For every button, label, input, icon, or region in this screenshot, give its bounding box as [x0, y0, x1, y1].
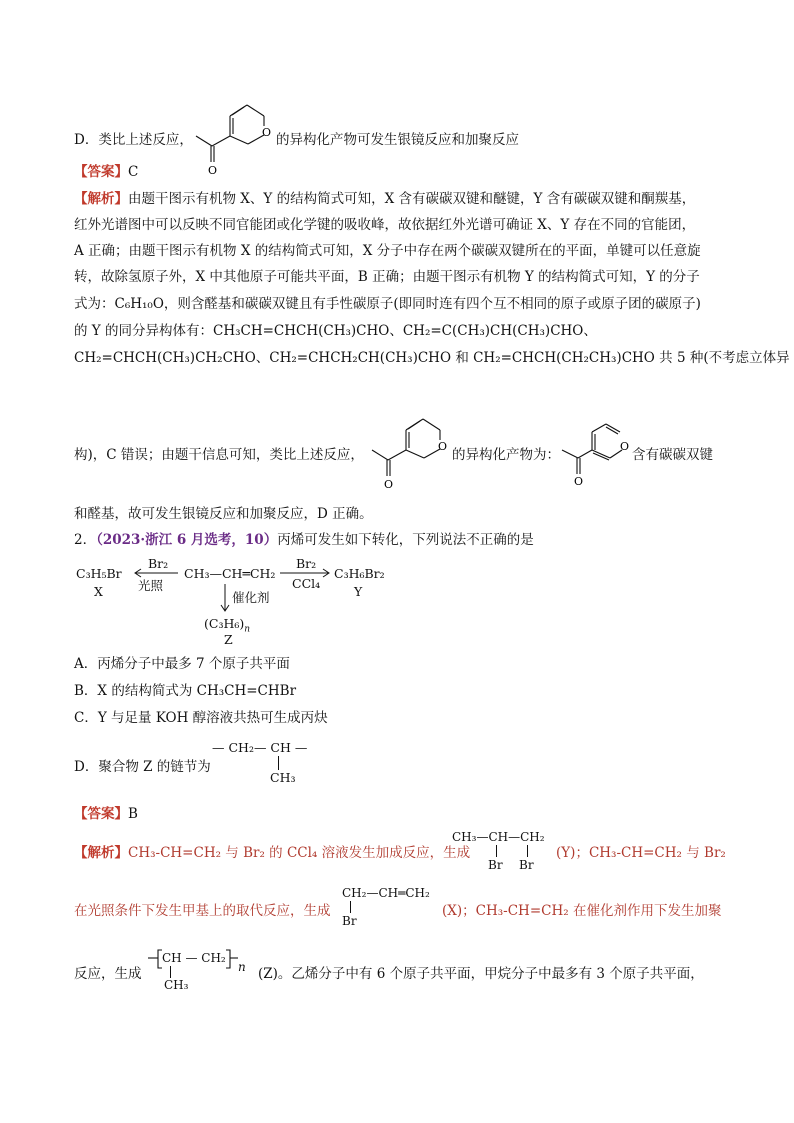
scheme-left-reagent-bottom: 光照 — [138, 578, 164, 593]
q2-analysis-line-1a: 【解析】CH₃-CH=CH₂ 与 Br₂ 的 CCl₄ 溶液发生加成反应，生成 — [74, 845, 471, 861]
scheme-left-product: C₃H₅Br — [76, 566, 122, 581]
q2-source: （2023·浙江 6 月选考，10） — [96, 532, 278, 548]
y-structure: CH₃—CH—CH₂ Br Br — [452, 830, 545, 872]
q2-analysis-line-2a: 在光照条件下发生甲基上的取代反应，生成 — [74, 903, 331, 919]
q1-analysis-line-4: 转，故除氢原子外，X 中其他原子可能共平面，B 正确；由题干图示有机物 Y 的结构简式可知，Y 的分子 — [74, 269, 700, 285]
q2-option-b: B．X 的结构简式为 CH₃CH=CHBr — [74, 683, 297, 699]
scheme-down-product: $(C_3H_6)_n$ — [204, 616, 251, 635]
q2-analysis-line-3b: (Z)。乙烯分子中有 6 个原子共平面，甲烷分子中最多有 3 个原子共平面， — [258, 966, 704, 982]
q1-analysis-line-6: 的 Y 的同分异构体有：CH₃CH=CHCH(CH₃)CHO、CH₂=C(CH₃)CH(CH₃)CHO、 — [74, 323, 597, 339]
x-structure: CH₂—CH═CH₂ Br — [342, 886, 430, 928]
q2-analysis-line-1b: (Y)；CH₃-CH=CH₂ 与 Br₂ — [556, 845, 726, 861]
q1-analysis-line-1: 【解析】由题干图示有机物 X、Y 的结构简式可知，X 含有碳碳双键和醚键，Y 含有碳碳双键和酮羰基， — [74, 191, 696, 207]
q2-stem-text: 丙烯可发生如下转化，下列说法不正确的是 — [277, 532, 534, 548]
scheme-left-reagent-top: Br₂ — [148, 556, 169, 571]
q1-answer — [74, 163, 138, 181]
scheme-down-reagent: 催化剂 — [232, 590, 270, 605]
q2-answer-tag: 【答案】 — [74, 806, 128, 822]
q1-analysis-line-3: A 正确；由题干图示有机物 X 的结构简式可知，X 分子中存在两个碳碳双键所在的平面，单键可以任意旋 — [74, 243, 701, 259]
q1-answer-tag: 【答案】 — [74, 164, 128, 180]
q1-analysis-tag: 【解析】 — [74, 191, 128, 207]
q1-option-d-pre: D．类比上述反应， — [74, 132, 193, 148]
q2-option-d: D．聚合物 Z 的链节为 — [74, 759, 211, 775]
scheme-left-label: X — [94, 584, 103, 599]
pyran-ketone-structure — [190, 78, 278, 178]
q1-analysis-line-9: 和醛基，故可发生银镜反应和加聚反应，D 正确。 — [74, 506, 373, 522]
q1-analysis-line-8c: 含有碳碳双键 — [632, 447, 713, 463]
z-polymer-structure: CH — CH₂ CH₃ n — [146, 948, 256, 998]
q2-answer-value: B — [128, 806, 138, 822]
chain-unit-structure — [212, 740, 322, 790]
ring-oxygen-2: O — [438, 440, 448, 453]
scheme-right-reagent-top: Br₂ — [296, 556, 317, 571]
q2-option-a: A．丙烯分子中最多 7 个原子共平面 — [74, 656, 290, 672]
q1-analysis-line-8b: 的异构化产物为： — [452, 447, 560, 463]
q1-analysis-line-8a: 构)，C 错误；由题干信息可知，类比上述反应， — [74, 447, 364, 463]
q1-analysis-line-2: 红外光谱图中可以反映不同官能团或化学键的吸收峰，故依据红外光谱可确证 X、Y 存在不同的官能团， — [74, 217, 696, 233]
ketone-oxygen: O — [574, 475, 584, 488]
q1-analysis-line-5: 式为：C₆H₁₀O，则含醛基和碳碳双键且有手性碳原子(即同时连有四个互不相同的原子或原子团的碳原子) — [74, 296, 701, 312]
q2-analysis-tag: 【解析】 — [74, 845, 128, 861]
q2-analysis-line-3a: 反应，生成 — [74, 966, 142, 982]
q1-option-d — [74, 131, 193, 149]
chain-unit-bond — [278, 756, 279, 770]
scheme-right-reagent-bottom: CCl₄ — [292, 576, 321, 591]
q1-analysis-line-7: CH₂=CHCH(CH₃)CH₂CHO、CH₂=CHCH₂CH(CH₃)CHO 和 CH₂=CHCH(CH₂CH₃)CHO 共 5 种(不考虑立体异 — [74, 350, 790, 366]
scheme-down-label: Z — [224, 632, 233, 647]
reaction-scheme — [74, 556, 414, 648]
q1-answer-value: C — [128, 164, 139, 180]
q2-number: 2． — [74, 532, 97, 548]
q2-answer — [74, 805, 138, 823]
pyran-ketone-structure-2 — [366, 392, 454, 492]
left-arrow-icon — [132, 568, 180, 578]
chain-unit-top: — CH₂— CH — — [212, 740, 308, 755]
q1-option-d-post: 的异构化产物可发生银镜反应和加聚反应 — [276, 132, 519, 148]
carbonyl-oxygen: O — [208, 164, 218, 177]
aldehyde-oxygen: O — [620, 440, 630, 453]
isomer-product-structure — [556, 412, 636, 488]
q2-analysis-line-2b: (X)；CH₃-CH=CH₂ 在催化剂作用下发生加聚 — [442, 903, 722, 919]
q2-stem — [74, 531, 534, 549]
carbonyl-oxygen-2: O — [384, 478, 394, 491]
scheme-right-label: Y — [354, 584, 363, 599]
chain-unit-branch: CH₃ — [270, 770, 296, 785]
down-arrow-icon — [220, 582, 230, 614]
scheme-right-product: C₃H₆Br₂ — [334, 566, 385, 581]
scheme-center: CH₃—CH═CH₂ — [184, 566, 276, 581]
ring-oxygen: O — [262, 126, 272, 139]
q2-option-c: C．Y 与足量 KOH 醇溶液共热可生成丙炔 — [74, 710, 328, 726]
